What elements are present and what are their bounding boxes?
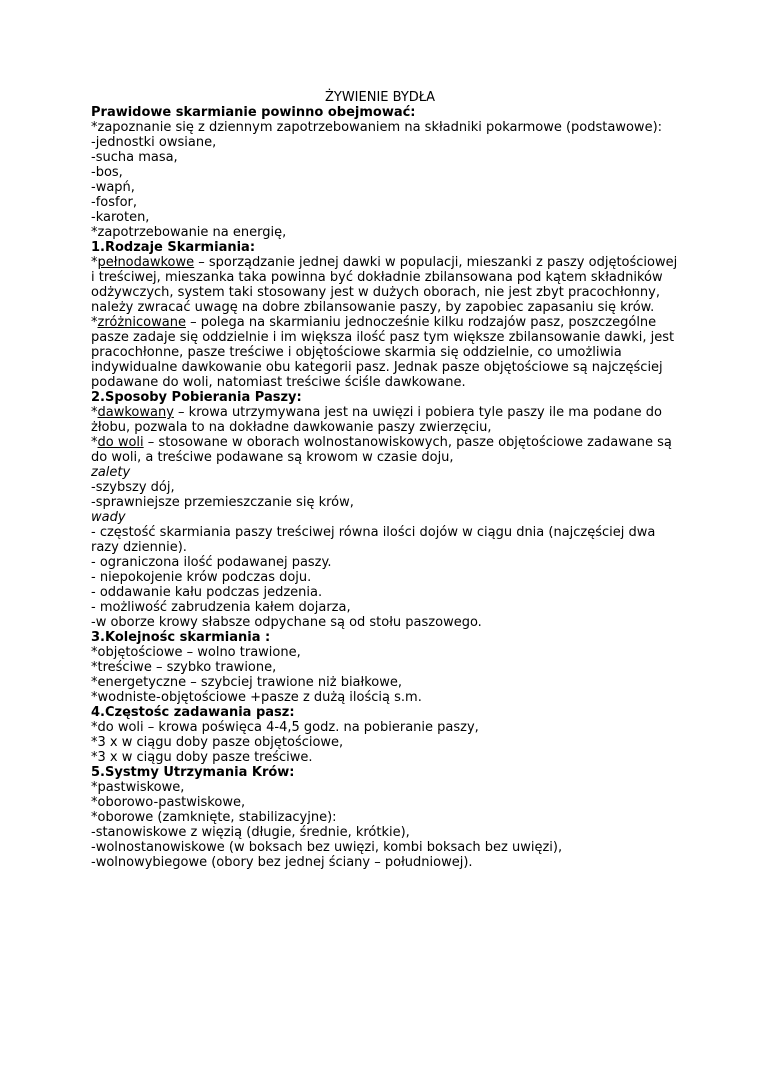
intro-item: -karoten, <box>91 210 150 225</box>
system-item: -wolnowybiegowe (obory bez jednej ściany – południowej). <box>91 855 473 870</box>
intro-item: -fosfor, <box>91 195 138 210</box>
document-title: ŻYWIENIE BYDŁA <box>324 90 435 105</box>
system-item: *oborowo-pastwiskowe, <box>91 795 246 810</box>
bullet-star: * <box>91 435 98 450</box>
term-description: – polega na skarmianiu jednocześnie kilku rodzajów pasz, poszczególne <box>185 315 657 330</box>
term-zroznicowane: zróżnicowane <box>97 315 186 330</box>
order-item: *objętościowe – wolno trawione, <box>91 645 301 660</box>
paragraph-line: żłobu, pozwala to na dokładne dawkowanie paszy zwierzęciu, <box>91 420 492 435</box>
paragraph-line <box>91 435 672 450</box>
cons-item: - niepokojenie krów podczas doju. <box>91 570 312 585</box>
paragraph-line: odżywczych, system taki stosowany jest w dużych oborach, nie jest zbyt pracochłonny, <box>91 285 660 300</box>
paragraph-line: pracochłonne, pasze treściwe i objętościowe skarmia się oddzielnie, co umożliwia <box>91 345 622 360</box>
system-item: *oborowe (zamknięte, stabilizacyjne): <box>91 810 337 825</box>
order-item: *energetyczne – szybciej trawione niż białkowe, <box>91 675 402 690</box>
intro-tail: *zapotrzebowanie na energię, <box>91 225 287 240</box>
paragraph-line: indywidualne dawkowanie obu kategorii pasz. Jednak pasze objętościowe są najczęściej <box>91 360 663 375</box>
intro-heading: Prawidowe skarmianie powinno obejmować: <box>91 105 416 120</box>
paragraph-line: podawane do woli, natomiast treściwe ściśle dawkowane. <box>91 375 466 390</box>
system-item: -wolnostanowiskowe (w boksach bez uwięzi, kombi boksach bez uwięzi), <box>91 840 563 855</box>
cons-item: - ograniczona ilość podawanej paszy. <box>91 555 332 570</box>
term-description: – stosowane w oborach wolnostanowiskowych, pasze objętościowe zadawane są <box>143 435 672 450</box>
term-do-woli: do woli <box>97 435 144 450</box>
order-item: *treściwe – szybko trawione, <box>91 660 277 675</box>
cons-item: razy dziennie). <box>91 540 187 555</box>
bullet-star: * <box>91 315 98 330</box>
cons-item: - oddawanie kału podczas jedzenia. <box>91 585 323 600</box>
pros-item: -sprawniejsze przemieszczanie się krów, <box>91 495 354 510</box>
intro-item: -jednostki owsiane, <box>91 135 217 150</box>
cons-item: -w oborze krowy słabsze odpychane są od stołu paszowego. <box>91 615 482 630</box>
section-2-heading: 2.Sposoby Pobierania Paszy: <box>91 390 302 405</box>
section-4-heading: 4.Częstośc zadawania pasz: <box>91 705 295 720</box>
term-pelnodawkowe: pełnodawkowe <box>97 255 195 270</box>
cons-item: - częstość skarmiania paszy treściwej równa ilości dojów w ciągu dnia (najczęściej dwa <box>91 525 656 540</box>
term-description: – krowa utrzymywana jest na uwięzi i pobiera tyle paszy ile ma podane do <box>173 405 662 420</box>
intro-item: -sucha masa, <box>91 150 178 165</box>
paragraph-line: pasze zadaje się oddzielnie i im większa ilość pasz tym większe zbilansowanie dawki, jest <box>91 330 675 345</box>
term-description: – sporządzanie jednej dawki w populacji, mieszanki z paszy odjętościowej <box>194 255 678 270</box>
intro-item: -wapń, <box>91 180 135 195</box>
paragraph-line <box>91 315 656 330</box>
paragraph-line: do woli, a treściwe podawane są krowom w czasie doju, <box>91 450 454 465</box>
cons-label: wady <box>91 510 126 525</box>
system-item: -stanowiskowe z więzią (długie, średnie, krótkie), <box>91 825 410 840</box>
cons-item: - możliwość zabrudzenia kałem dojarza, <box>91 600 351 615</box>
paragraph-line <box>91 255 677 270</box>
section-5-heading: 5.Systmy Utrzymania Krów: <box>91 765 295 780</box>
pros-label: zalety <box>91 465 131 480</box>
term-dawkowany: dawkowany <box>97 405 174 420</box>
paragraph-line: należy zwracać uwagę na dobre zbilansowanie paszy, by zapobiec zapasaniu się krów. <box>91 300 655 315</box>
pros-item: -szybszy dój, <box>91 480 175 495</box>
section-3-heading: 3.Kolejnośc skarmiania : <box>91 630 271 645</box>
paragraph-line <box>91 405 662 420</box>
intro-lead: *zapoznanie się z dziennym zapotrzebowaniem na składniki pokarmowe (podstawowe): <box>91 120 663 135</box>
bullet-star: * <box>91 255 98 270</box>
order-item: *wodniste-objętościowe +pasze z dużą ilością s.m. <box>91 690 422 705</box>
frequency-item: *3 x w ciągu doby pasze objętościowe, <box>91 735 344 750</box>
frequency-item: *3 x w ciągu doby pasze treściwe. <box>91 750 313 765</box>
frequency-item: *do woli – krowa poświęca 4-4,5 godz. na pobieranie paszy, <box>91 720 479 735</box>
section-1-heading: 1.Rodzaje Skarmiania: <box>91 240 256 255</box>
system-item: *pastwiskowe, <box>91 780 185 795</box>
paragraph-line: i treściwej, mieszanka taka powinna być dokładnie zbilansowana pod kątem składników <box>91 270 663 285</box>
bullet-star: * <box>91 405 98 420</box>
intro-item: -bos, <box>91 165 123 180</box>
